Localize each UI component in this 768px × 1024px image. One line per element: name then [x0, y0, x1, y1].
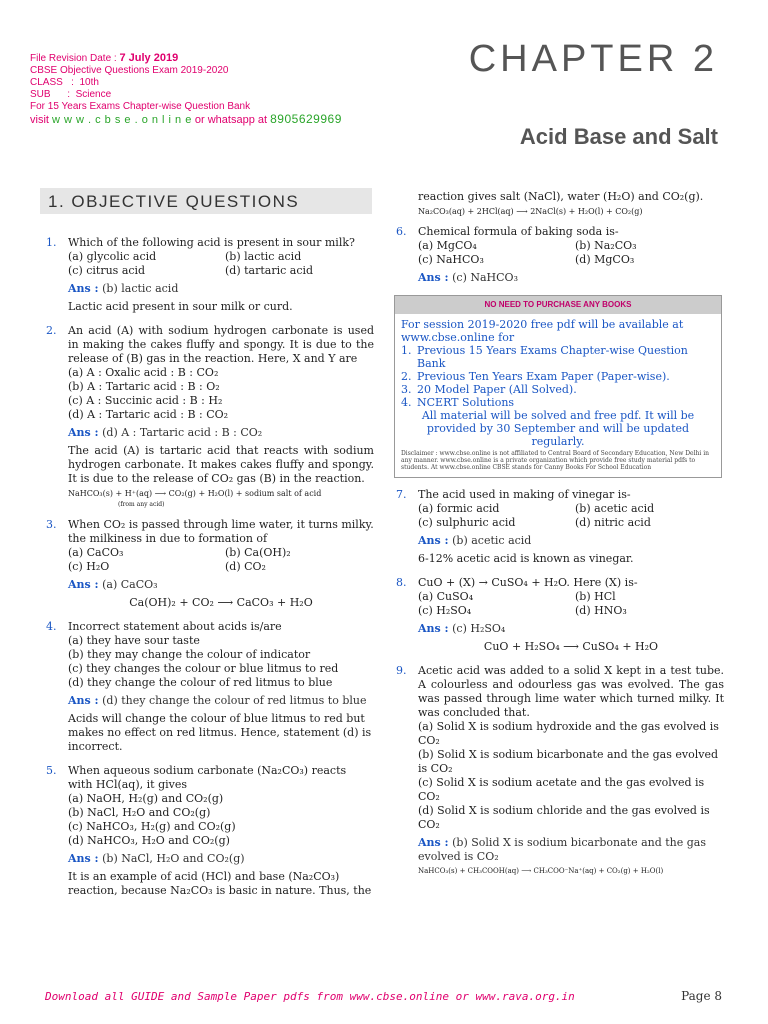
- promo-item: 4. NCERT Solutions: [401, 396, 515, 409]
- disclaimer: Disclaimer : www.cbse.online is not affiliated to Central Board of Secondary Education, New Delhi in any manner. www.cbse.online is a private organization which provide free study material pdfs to students. At www.cbse.online CBSE stands for Canny Books For School Education: [401, 450, 709, 471]
- section-title: 1. OBJECTIVE QUESTIONS: [48, 192, 300, 211]
- promo-item: 2. Previous Ten Years Exam Paper (Paper-wise).: [401, 370, 670, 383]
- option-b: (b) HCl: [575, 590, 616, 603]
- option-a: (a) CaCO₃: [68, 546, 124, 559]
- question-4: [44, 620, 374, 754]
- question-text: CuO + (X) → CuSO₄ + H₂O. Here (X) is-: [418, 576, 638, 589]
- option-a: (a) CuSO₄: [418, 590, 474, 603]
- option-a: (a) glycolic acid: [68, 250, 157, 263]
- question-5-continued: [394, 190, 724, 217]
- question-number: 9.: [396, 664, 407, 677]
- right-column: [394, 190, 724, 887]
- promo-item: 1. Previous 15 Years Exams Chapter-wise Question Bank: [401, 344, 688, 370]
- visit-label: visit: [30, 114, 49, 126]
- option-d: (d) MgCO₃: [575, 253, 635, 266]
- question-text: Acetic acid was added to a solid X kept in a test tube. A colourless and odourless gas was evolved. The gas was passed through lime water which turned milky. It was concluded that.: [418, 664, 724, 719]
- option-d: (d) they change the colour of red litmus to blue: [68, 676, 333, 689]
- left-column: [44, 236, 374, 908]
- option-a: (a) A : Oxalic acid : B : CO₂: [68, 366, 219, 379]
- revision-date: 7 July 2019: [119, 52, 179, 64]
- option-b: (b) lactic acid: [225, 250, 302, 263]
- explanation: Acids will change the colour of blue litmus to red but makes no effect on red litmus. Hence, statement (d) is incorrect.: [68, 712, 372, 753]
- option-c: (c) A : Succinic acid : B : H₂: [68, 394, 223, 407]
- question-text: Chemical formula of baking soda is-: [418, 225, 619, 238]
- option-a: (a) NaOH, H₂(g) and CO₂(g): [68, 792, 224, 805]
- question-number: 5.: [46, 764, 57, 777]
- option-b: (b) Ca(OH)₂: [225, 546, 291, 559]
- explanation: It is an example of acid (HCl) and base (Na₂CO₃) reaction, because Na₂CO₃ is basic in nature. Thus, the: [68, 870, 372, 897]
- option-a: (a) MgCO₄: [418, 239, 477, 252]
- question-text: An acid (A) with sodium hydrogen carbonate is used in making the cakes fluffy and spongy. It is due to the release of (B) gas in the reaction. Here, X and Y are: [68, 324, 374, 365]
- question-number: 2.: [46, 324, 57, 337]
- answer: Ans : (b) Solid X is sodium bicarbonate and the gas evolved is CO₂: [418, 836, 707, 863]
- option-d: (d) HNO₃: [575, 604, 627, 617]
- question-number: 8.: [396, 576, 407, 589]
- question-2: [44, 324, 374, 508]
- answer: Ans : (d) they change the colour of red litmus to blue: [68, 694, 367, 707]
- question-number: 4.: [46, 620, 57, 633]
- subject-title: Acid Base and Salt: [519, 124, 718, 149]
- page-number: Page 8: [681, 989, 722, 1003]
- option-c: (c) Solid X is sodium acetate and the gas evolved is CO₂: [418, 776, 705, 803]
- answer: Ans : (b) acetic acid: [418, 534, 532, 547]
- file-info: [30, 52, 342, 126]
- answer: Ans : (b) NaCl, H₂O and CO₂(g): [68, 852, 245, 865]
- bank-line: For 15 Years Exams Chapter-wise Question Bank: [30, 101, 251, 112]
- option-d: (d) A : Tartaric acid : B : CO₂: [68, 408, 229, 421]
- option-a: (a) Solid X is sodium hydroxide and the gas evolved is CO₂: [418, 720, 719, 747]
- equation: Na₂CO₃(aq) + 2HCl(aq) ⟶ 2NaCl(s) + H₂O(l) + CO₂(g): [418, 207, 643, 216]
- answer: Ans : (b) lactic acid: [68, 282, 179, 295]
- option-b: (b) they may change the colour of indicator: [68, 648, 311, 661]
- equation-note: (from any acid): [118, 501, 165, 508]
- explanation: The acid (A) is tartaric acid that reacts with sodium hydrogen carbonate. It makes cakes fluffy and spongy. It is due to the release of CO₂ gas (B) in the reaction.: [68, 444, 374, 485]
- question-text: When aqueous sodium carbonate (Na₂CO₃) reacts with HCl(aq), it gives: [68, 764, 347, 791]
- section-header: [40, 188, 372, 214]
- question-6: [394, 225, 724, 285]
- option-d: (d) nitric acid: [575, 516, 651, 529]
- explanation: Lactic acid present in sour milk or curd.: [68, 300, 293, 313]
- option-c: (c) H₂SO₄: [418, 604, 472, 617]
- option-b: (b) A : Tartaric acid : B : O₂: [68, 380, 220, 393]
- option-c: (c) NaHCO₃: [418, 253, 484, 266]
- explanation: 6-12% acetic acid is known as vinegar.: [418, 552, 634, 565]
- promo-box: [394, 295, 722, 478]
- equation: NaHCO₃(s) + H⁺(aq) ⟶ CO₂(g) + H₂O(l) + sodium salt of acid: [68, 489, 322, 498]
- answer: Ans : (d) A : Tartaric acid : B : CO₂: [68, 426, 263, 439]
- question-number: 3.: [46, 518, 57, 531]
- option-c: (c) H₂O: [68, 560, 110, 573]
- footer-download-link[interactable]: Download all GUIDE and Sample Paper pdfs from www.cbse.online or www.rava.org.in: [45, 990, 575, 1003]
- exam-line: CBSE Objective Questions Exam 2019-2020: [30, 65, 229, 76]
- question-3: [44, 518, 374, 610]
- question-text: Incorrect statement about acids is/are: [68, 620, 282, 633]
- promo-title: NO NEED TO PURCHASE ANY BOOKS: [395, 296, 721, 314]
- question-7: [394, 488, 724, 566]
- option-a: (a) formic acid: [418, 502, 500, 515]
- answer: Ans : (c) H₂SO₄: [418, 622, 506, 635]
- equation: CuO + H₂SO₄ ⟶ CuSO₄ + H₂O: [483, 640, 659, 653]
- option-c: (c) they changes the colour or blue litmus to red: [68, 662, 339, 675]
- question-9: [394, 664, 724, 877]
- option-b: (b) Solid X is sodium bicarbonate and the gas evolved is CO₂: [418, 748, 719, 775]
- option-c: (c) NaHCO₃, H₂(g) and CO₂(g): [68, 820, 236, 833]
- answer: Ans : (a) CaCO₃: [68, 578, 158, 591]
- option-d: (d) tartaric acid: [225, 264, 314, 277]
- answer: Ans : (c) NaHCO₃: [418, 271, 518, 284]
- promo-intro: For session 2019-2020 free pdf will be available at www.cbse.online for: [401, 318, 684, 344]
- question-number: 1.: [46, 236, 57, 249]
- promo-item: 3. 20 Model Paper (All Solved).: [401, 383, 577, 396]
- site-link[interactable]: w w w . c b s e . o n l i n e: [52, 114, 192, 126]
- phone-number: 8905629969: [270, 112, 342, 126]
- option-d: (d) CO₂: [225, 560, 266, 573]
- question-1: [44, 236, 374, 314]
- question-text: Which of the following acid is present in sour milk?: [68, 236, 355, 249]
- equation: Ca(OH)₂ + CO₂ ⟶ CaCO₃ + H₂O: [129, 596, 313, 609]
- option-c: (c) citrus acid: [68, 264, 146, 277]
- option-d: (d) NaHCO₃, H₂O and CO₂(g): [68, 834, 230, 847]
- class-line: CLASS : 10th: [30, 77, 99, 88]
- option-b: (b) NaCl, H₂O and CO₂(g): [68, 806, 211, 819]
- explanation: reaction gives salt (NaCl), water (H₂O) and CO₂(g).: [418, 190, 704, 203]
- question-text: The acid used in making of vinegar is-: [418, 488, 631, 501]
- question-8: [394, 576, 724, 654]
- question-number: 6.: [396, 225, 407, 238]
- whatsapp-label: or whatsapp at: [194, 114, 268, 126]
- option-a: (a) they have sour taste: [68, 634, 200, 647]
- option-d: (d) Solid X is sodium chloride and the gas evolved is CO₂: [418, 804, 710, 831]
- chapter-title: CHAPTER 2: [468, 38, 718, 80]
- promo-note: All material will be solved and free pdf. It will be provided by 30 September and will be updated regularly.: [421, 409, 695, 448]
- sub-line: SUB : Science: [30, 89, 112, 100]
- question-number: 7.: [396, 488, 407, 501]
- revision-label: File Revision Date :: [30, 53, 117, 64]
- option-b: (b) acetic acid: [575, 502, 655, 515]
- question-text: When CO₂ is passed through lime water, it turns milky. the milkiness in due to formation of: [68, 518, 374, 545]
- question-5: [44, 764, 374, 898]
- option-c: (c) sulphuric acid: [418, 516, 516, 529]
- equation: NaHCO₃(s) + CH₃COOH(aq) ⟶ CH₃COO⁻Na⁺(aq) + CO₂(g) + H₂O(l): [418, 867, 664, 875]
- option-b: (b) Na₂CO₃: [575, 239, 637, 252]
